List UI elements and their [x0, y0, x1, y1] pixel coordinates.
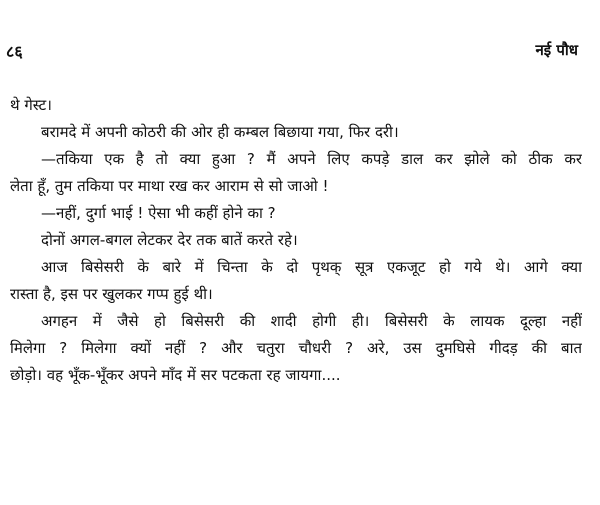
text-line: लेता हूँ, तुम तकिया पर माथा रख कर आराम से सो जाओ ! [10, 177, 329, 195]
text-line: आज बिसेसरी के बारे में चिन्ता के दो पृथक् सूत्र एकजूट हो गये थे। आगे क्या [41, 258, 582, 276]
text-line: बरामदे में अपनी कोठरी की ओर ही कम्बल बिछाया गया, फिर दरी। [41, 123, 399, 141]
text-line: मिलेगा ? मिलेगा क्यों नहीं ? और चतुरा चौधरी ? अरे, उस दुमघिसे गीदड़ की बात [10, 339, 582, 357]
text-line: —नहीं, दुर्गा भाई ! ऐसा भी कहीं होने का ? [41, 204, 276, 222]
text-line: —तकिया एक है तो क्या हुआ ? मैं अपने लिए कपड़े डाल कर झोले को ठीक कर [41, 150, 582, 168]
page-number: ८६ [6, 42, 23, 61]
text-line: थे गेस्ट। [10, 96, 52, 114]
running-title: नई पौध [535, 41, 578, 59]
text-line: अगहन में जैसे हो बिसेसरी की शादी होगी ही। बिसेसरी के लायक दूल्हा नहीं [41, 312, 582, 330]
text-line: रास्ता है, इस पर खुलकर गप्प हुई थी। [10, 285, 213, 303]
text-line: छोड़ो। वह भूँक-भूँकर अपने माँद में सर पटकता रह जायगा.... [10, 366, 341, 384]
body-text [10, 92, 582, 389]
page-header [0, 40, 600, 64]
text-line: दोनों अगल-बगल लेटकर देर तक बातें करते रहे। [41, 231, 298, 249]
